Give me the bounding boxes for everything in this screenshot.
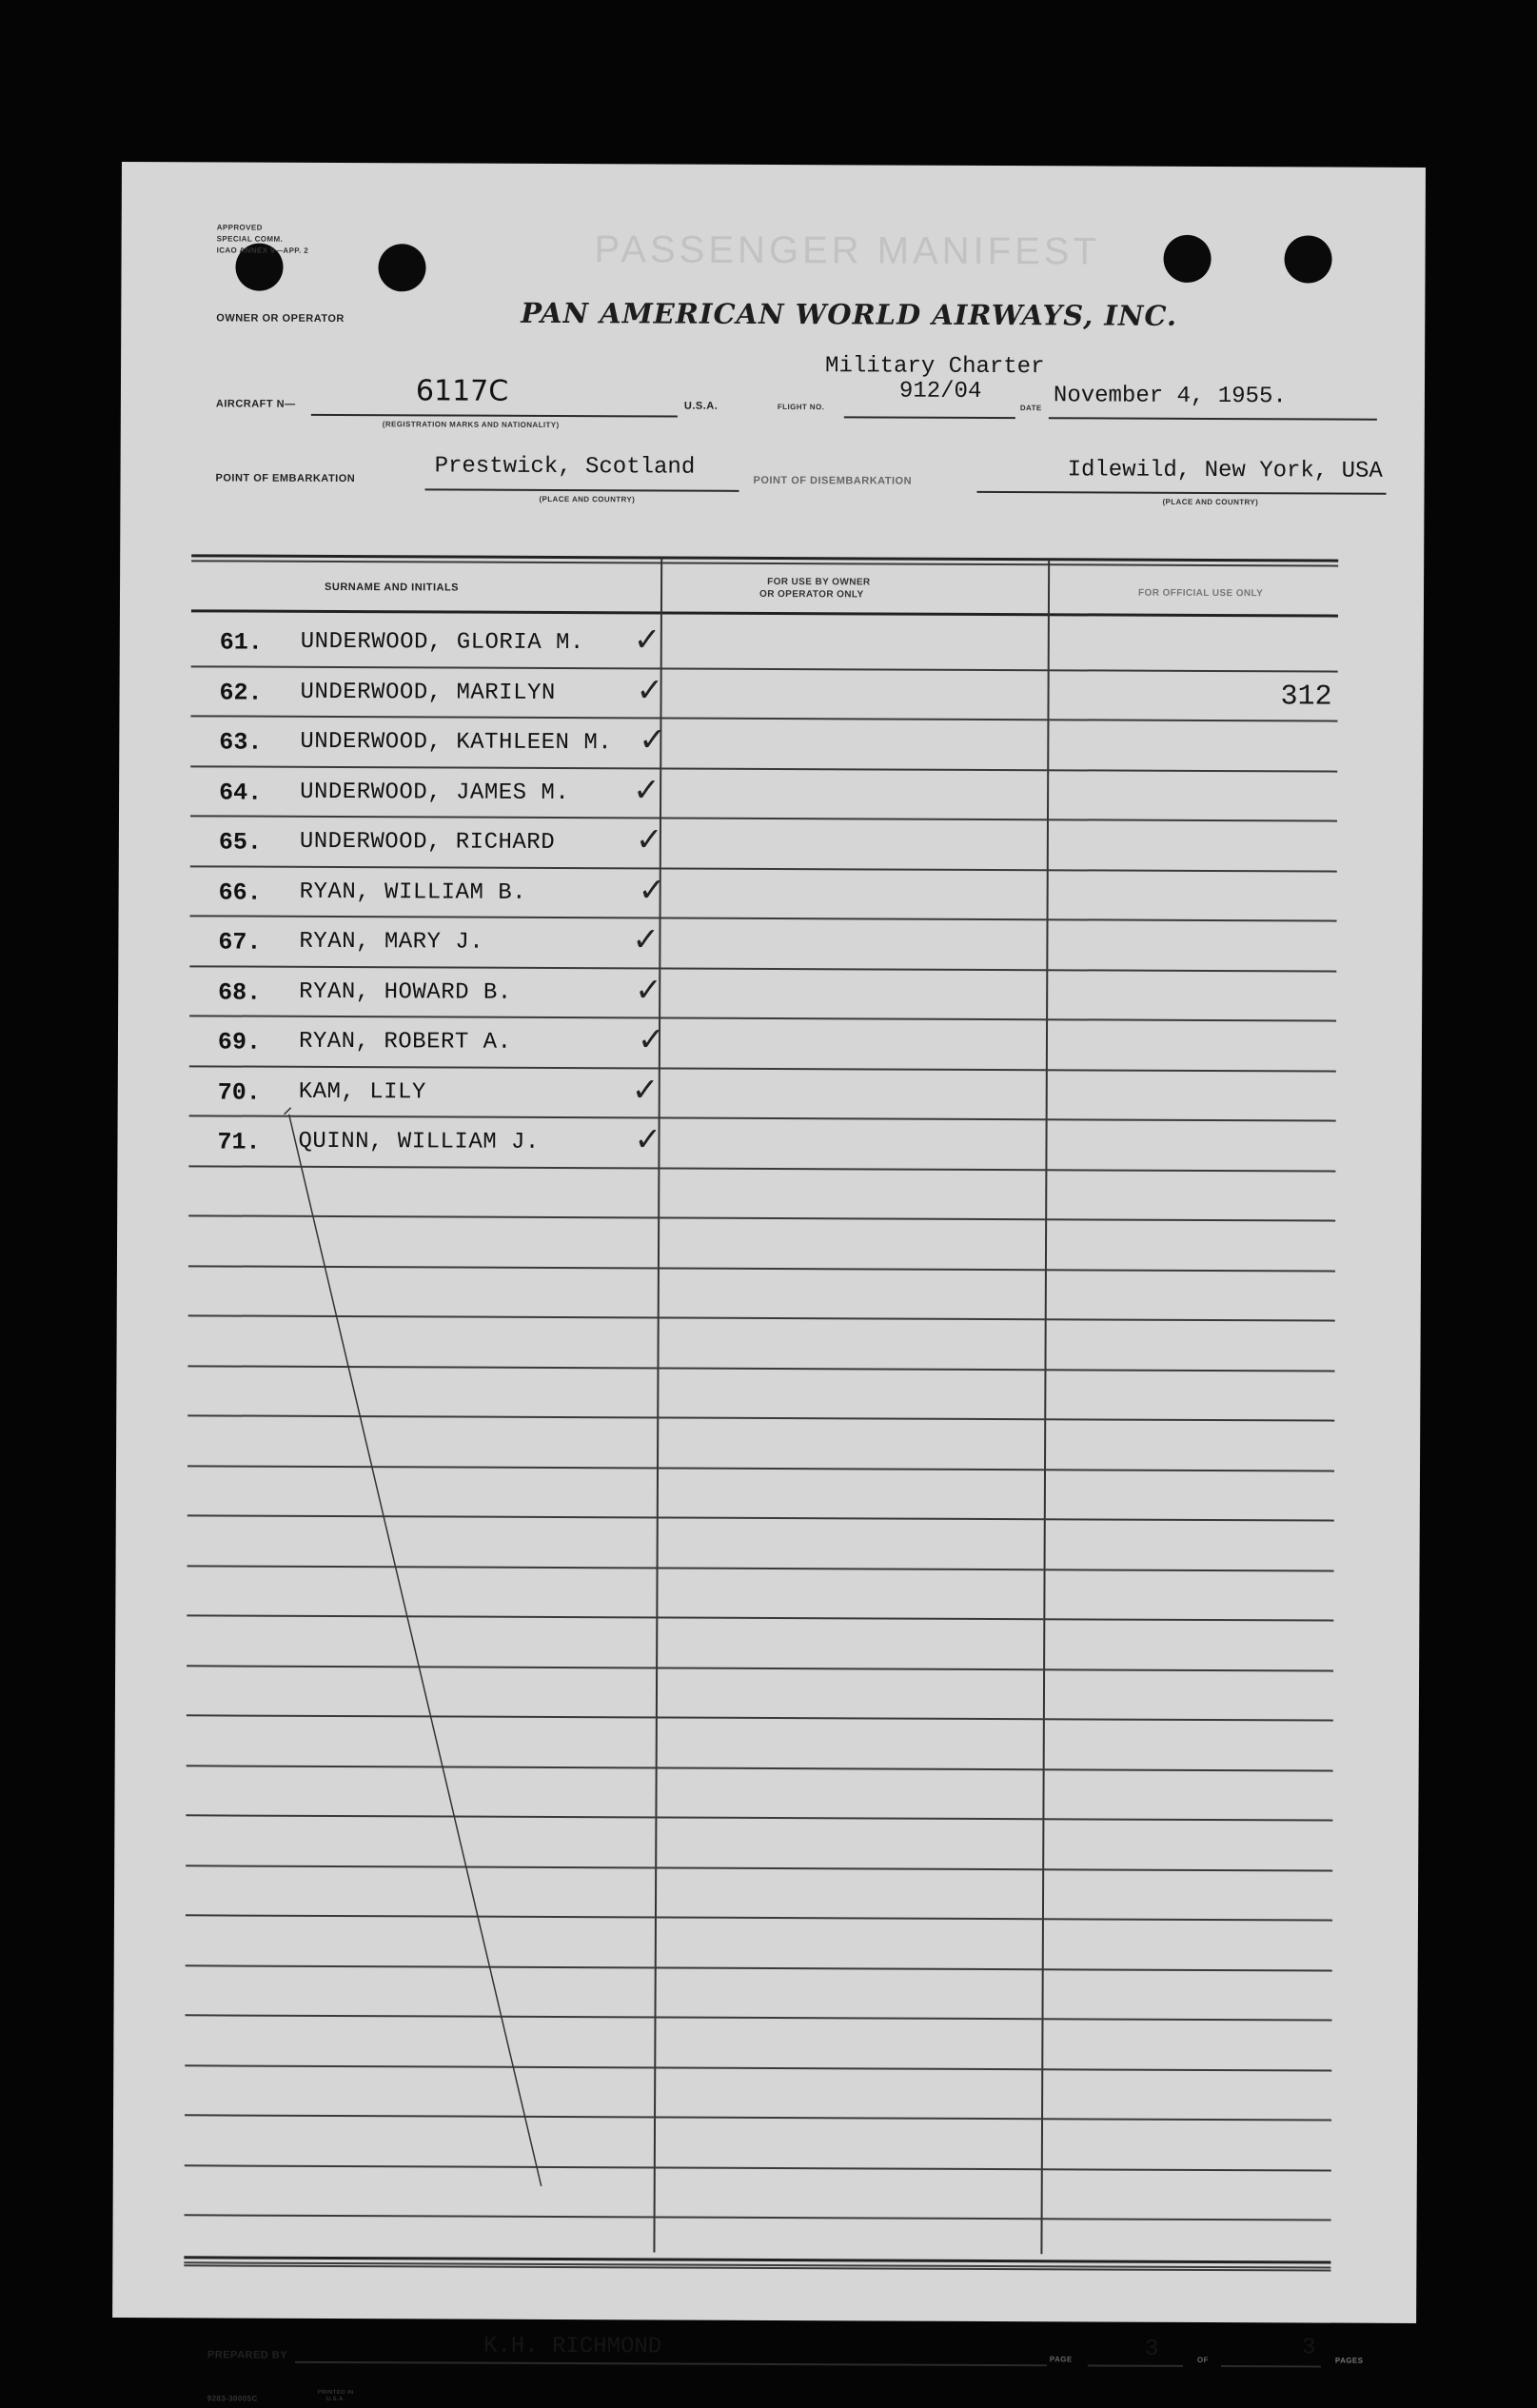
of-value: 3 <box>1301 2335 1316 2361</box>
checkmark-icon: ✓ <box>635 971 662 1010</box>
checkmark-icon: ✓ <box>637 1020 665 1059</box>
aircraft-label: AIRCRAFT N— <box>215 398 296 410</box>
column-header-official: FOR OFFICIAL USE ONLY <box>1138 587 1264 600</box>
passenger-name: RYAN, HOWARD B. <box>299 978 512 1006</box>
prepared-value: K.H. RICHMOND <box>483 2333 662 2360</box>
date-value: November 4, 1955. <box>1053 383 1287 410</box>
passenger-number: 64. <box>219 779 263 807</box>
passenger-number: 66. <box>218 878 262 907</box>
passenger-number: 65. <box>218 828 262 857</box>
approval-line-1: APPROVED <box>216 223 263 232</box>
passenger-name: RYAN, MARY J. <box>299 928 484 956</box>
passenger-number: 70. <box>217 1078 261 1107</box>
checkmark-icon: ✓ <box>638 871 666 910</box>
disembarkation-label: POINT OF DISEMBARKATION <box>753 474 913 487</box>
passenger-number: 67. <box>218 928 262 957</box>
official-number: 312 <box>1280 681 1332 714</box>
pages-label: PAGES <box>1334 2356 1364 2365</box>
passenger-name: UNDERWOOD, JAMES M. <box>300 779 570 807</box>
printed-label: PRINTED IN U.S.A. <box>317 2389 354 2403</box>
registration-note: (REGISTRATION MARKS AND NATIONALITY) <box>382 420 560 430</box>
flight-value: 912/04 <box>898 378 982 405</box>
passenger-name: KAM, LILY <box>298 1078 426 1106</box>
strike-line <box>112 162 1426 2323</box>
checkmark-icon: ✓ <box>631 1071 660 1110</box>
passenger-number: 71. <box>217 1128 261 1156</box>
column-header-owner-1: FOR USE BY OWNER <box>767 576 871 588</box>
passenger-name: RYAN, ROBERT A. <box>298 1028 512 1056</box>
of-label: OF <box>1196 2355 1209 2365</box>
checkmark-icon: ✓ <box>633 771 660 810</box>
passenger-number: 62. <box>219 679 263 707</box>
column-header-surname: SURNAME AND INITIALS <box>325 581 460 594</box>
embarkation-place-note: (PLACE AND COUNTRY) <box>539 494 636 504</box>
passenger-name: QUINN, WILLIAM J. <box>298 1128 540 1155</box>
disembarkation-value: Idlewild, New York, USA <box>1067 457 1383 484</box>
manifest-page <box>112 162 1426 2403</box>
flight-label: FLIGHT NO. <box>777 403 825 412</box>
airline-name: PAN AMERICAN WORLD AIRWAYS, INC. <box>521 296 1178 332</box>
charter-note: Military Charter <box>825 353 1045 381</box>
checkmark-icon: ✓ <box>636 671 664 710</box>
passenger-number: 61. <box>219 628 263 657</box>
approval-line-3: ICAO ANNEX 9—APP. 2 <box>216 246 309 255</box>
checkmark-icon: ✓ <box>633 621 661 660</box>
passenger-number: 63. <box>219 728 263 757</box>
prepared-label: PREPARED BY <box>207 2349 288 2361</box>
passenger-name: RYAN, WILLIAM B. <box>299 878 527 906</box>
passenger-name: UNDERWOOD, KATHLEEN M. <box>300 728 613 757</box>
page-value: 3 <box>1144 2336 1159 2362</box>
checkmark-icon: ✓ <box>632 920 660 959</box>
usa-label: U.S.A. <box>683 400 719 412</box>
date-label: DATE <box>1019 404 1042 413</box>
passenger-name: UNDERWOOD, GLORIA M. <box>300 628 584 657</box>
passenger-number: 68. <box>218 978 262 1007</box>
disembarkation-place-note: (PLACE AND COUNTRY) <box>1162 497 1259 507</box>
checkmark-icon: ✓ <box>634 1120 662 1159</box>
approval-line-2: SPECIAL COMM. <box>216 234 284 244</box>
passenger-number: 69. <box>217 1028 262 1056</box>
page-label: PAGE <box>1049 2355 1073 2364</box>
form-title: PASSENGER MANIFEST <box>594 228 1101 273</box>
embarkation-label: POINT OF EMBARKATION <box>215 472 356 485</box>
checkmark-icon: ✓ <box>635 820 663 859</box>
aircraft-value: 6117C <box>415 374 509 408</box>
owner-label: OWNER OR OPERATOR <box>216 312 345 326</box>
column-header-owner-2: OR OPERATOR ONLY <box>759 588 864 601</box>
checkmark-icon: ✓ <box>639 720 666 760</box>
passenger-name: UNDERWOOD, MARILYN <box>300 679 556 706</box>
passenger-name: UNDERWOOD, RICHARD <box>299 828 556 856</box>
form-code: 9283-30005C <box>207 2394 258 2403</box>
embarkation-value: Prestwick, Scotland <box>434 453 696 481</box>
